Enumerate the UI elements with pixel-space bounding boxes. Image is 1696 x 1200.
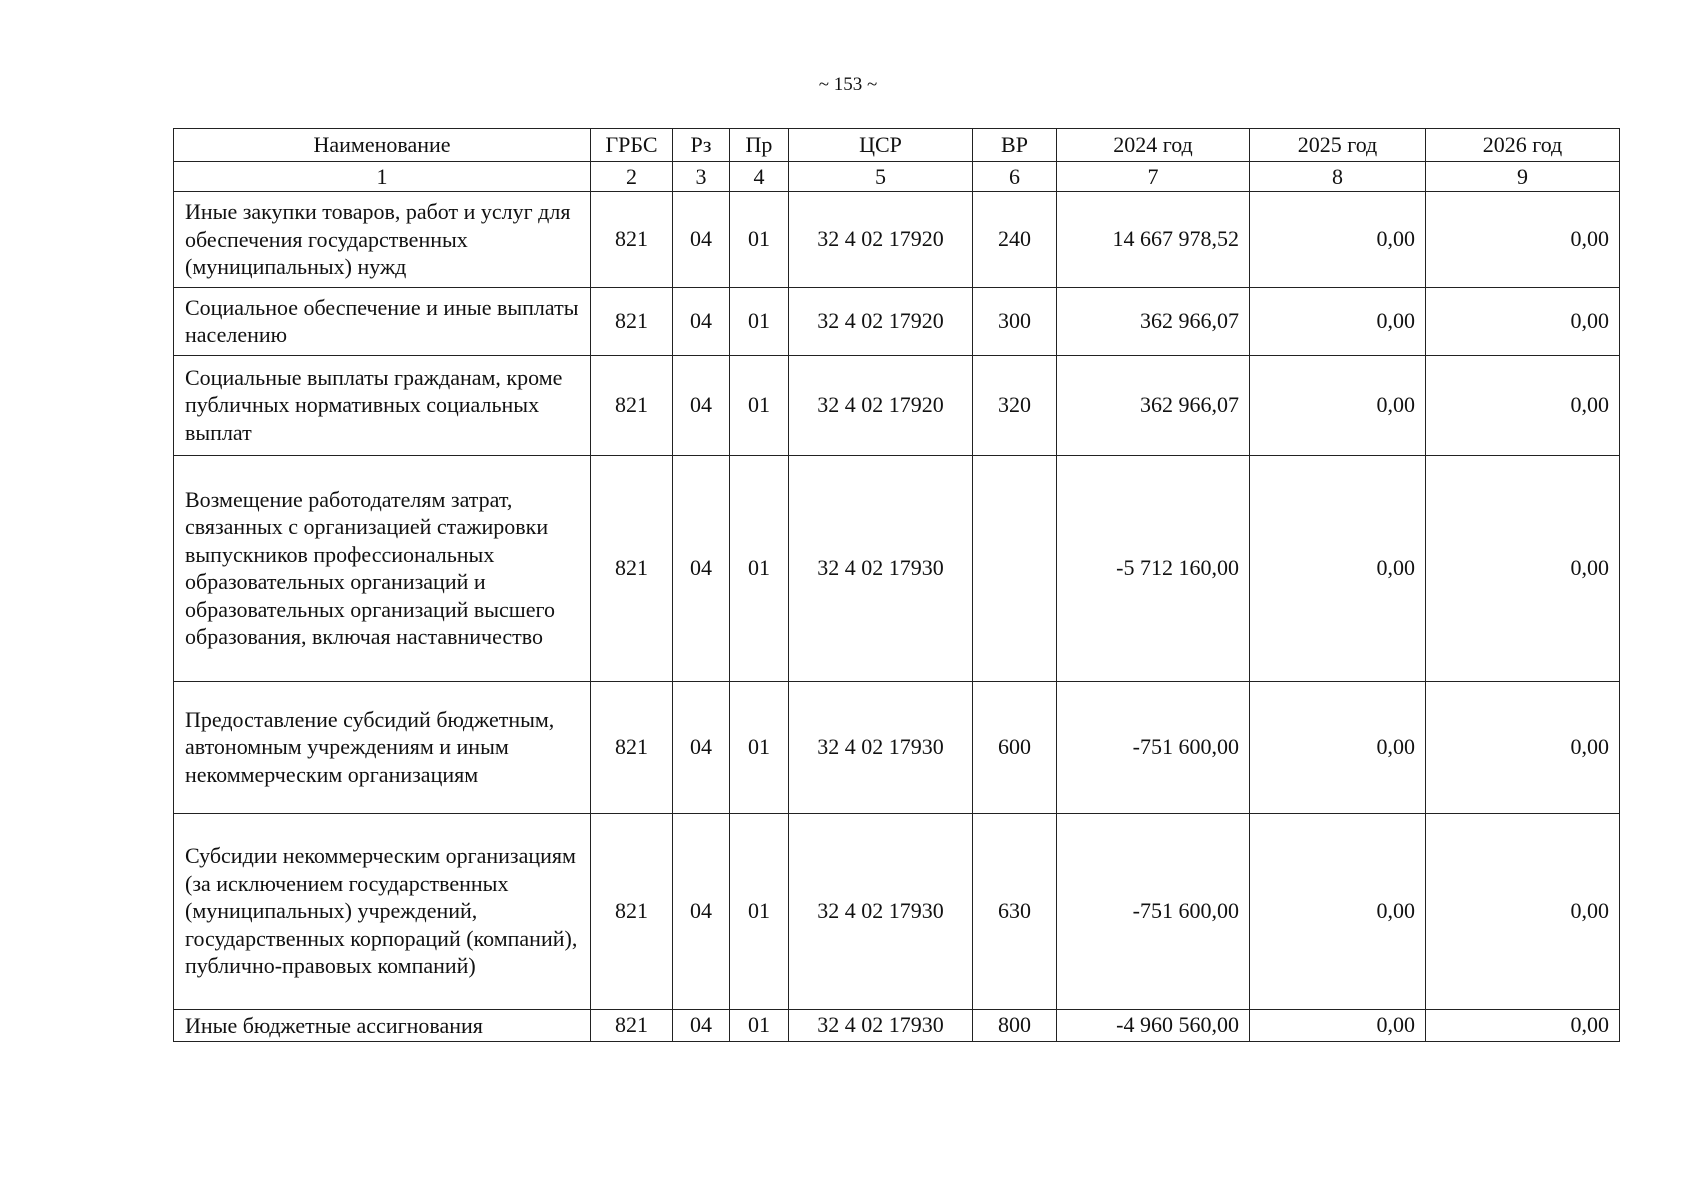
row-amount-2024: 14 667 978,52 <box>1057 192 1250 288</box>
row-vr: 800 <box>973 1009 1057 1042</box>
row-csr: 32 4 02 17930 <box>789 1009 973 1042</box>
row-grbs: 821 <box>591 813 673 1009</box>
row-amount-2026: 0,00 <box>1426 287 1620 355</box>
table-row <box>174 287 1620 355</box>
row-rz: 04 <box>673 813 730 1009</box>
table-row <box>174 681 1620 813</box>
column-number-row <box>174 162 1620 192</box>
header-2025: 2025 год <box>1250 129 1426 162</box>
row-amount-2024: 362 966,07 <box>1057 355 1250 455</box>
row-amount-2026: 0,00 <box>1426 681 1620 813</box>
row-name: Субсидии некоммерческим организациям (за исключением государственных (муниципальных) учреждений, государственных корпораций (компаний), публично-правовых компаний) <box>174 813 591 1009</box>
row-amount-2024: 362 966,07 <box>1057 287 1250 355</box>
row-pr: 01 <box>730 681 789 813</box>
row-amount-2025: 0,00 <box>1250 287 1426 355</box>
row-csr: 32 4 02 17930 <box>789 455 973 681</box>
row-vr <box>973 455 1057 681</box>
row-amount-2024: -4 960 560,00 <box>1057 1009 1250 1042</box>
row-grbs: 821 <box>591 455 673 681</box>
column-number: 2 <box>591 162 673 192</box>
row-amount-2026: 0,00 <box>1426 1009 1620 1042</box>
header-rz: Рз <box>673 129 730 162</box>
header-2026: 2026 год <box>1426 129 1620 162</box>
row-name: Иные бюджетные ассигнования <box>174 1009 591 1042</box>
row-vr: 630 <box>973 813 1057 1009</box>
row-vr: 240 <box>973 192 1057 288</box>
column-number: 1 <box>174 162 591 192</box>
row-csr: 32 4 02 17920 <box>789 192 973 288</box>
row-vr: 600 <box>973 681 1057 813</box>
row-pr: 01 <box>730 287 789 355</box>
row-name: Возмещение работодателям затрат, связанных с организацией стажировки выпускников профессиональных образовательных организаций и образовательных организаций высшего образования, включая наставничество <box>174 455 591 681</box>
row-pr: 01 <box>730 1009 789 1042</box>
column-number: 6 <box>973 162 1057 192</box>
row-pr: 01 <box>730 455 789 681</box>
row-grbs: 821 <box>591 681 673 813</box>
row-name: Предоставление субсидий бюджетным, автономным учреждениям и иным некоммерческим организациям <box>174 681 591 813</box>
table-row <box>174 355 1620 455</box>
table-row <box>174 813 1620 1009</box>
row-vr: 300 <box>973 287 1057 355</box>
row-csr: 32 4 02 17920 <box>789 355 973 455</box>
row-csr: 32 4 02 17930 <box>789 681 973 813</box>
page-number: ~ 153 ~ <box>818 74 878 95</box>
row-csr: 32 4 02 17920 <box>789 287 973 355</box>
column-number: 4 <box>730 162 789 192</box>
row-rz: 04 <box>673 681 730 813</box>
row-amount-2025: 0,00 <box>1250 355 1426 455</box>
row-grbs: 821 <box>591 355 673 455</box>
header-pr: Пр <box>730 129 789 162</box>
row-amount-2026: 0,00 <box>1426 355 1620 455</box>
row-amount-2026: 0,00 <box>1426 192 1620 288</box>
header-csr: ЦСР <box>789 129 973 162</box>
row-rz: 04 <box>673 192 730 288</box>
row-amount-2024: -751 600,00 <box>1057 681 1250 813</box>
row-rz: 04 <box>673 455 730 681</box>
table-row <box>174 192 1620 288</box>
row-amount-2026: 0,00 <box>1426 455 1620 681</box>
column-number: 8 <box>1250 162 1426 192</box>
row-amount-2025: 0,00 <box>1250 192 1426 288</box>
row-rz: 04 <box>673 287 730 355</box>
row-amount-2025: 0,00 <box>1250 1009 1426 1042</box>
row-grbs: 821 <box>591 1009 673 1042</box>
header-grbs: ГРБС <box>591 129 673 162</box>
table-row <box>174 1009 1620 1042</box>
row-csr: 32 4 02 17930 <box>789 813 973 1009</box>
row-vr: 320 <box>973 355 1057 455</box>
row-amount-2024: -751 600,00 <box>1057 813 1250 1009</box>
row-pr: 01 <box>730 813 789 1009</box>
column-number: 5 <box>789 162 973 192</box>
header-vr: ВР <box>973 129 1057 162</box>
row-pr: 01 <box>730 355 789 455</box>
row-name: Социальные выплаты гражданам, кроме публичных нормативных социальных выплат <box>174 355 591 455</box>
budget-table <box>173 128 1620 1042</box>
header-name: Наименование <box>174 129 591 162</box>
column-number: 3 <box>673 162 730 192</box>
row-grbs: 821 <box>591 287 673 355</box>
row-grbs: 821 <box>591 192 673 288</box>
header-2024: 2024 год <box>1057 129 1250 162</box>
row-name: Иные закупки товаров, работ и услуг для обеспечения государственных (муниципальных) нужд <box>174 192 591 288</box>
column-number: 9 <box>1426 162 1620 192</box>
row-amount-2024: -5 712 160,00 <box>1057 455 1250 681</box>
row-amount-2025: 0,00 <box>1250 681 1426 813</box>
column-number: 7 <box>1057 162 1250 192</box>
row-pr: 01 <box>730 192 789 288</box>
row-rz: 04 <box>673 1009 730 1042</box>
header-row <box>174 129 1620 162</box>
table-row <box>174 455 1620 681</box>
row-amount-2026: 0,00 <box>1426 813 1620 1009</box>
row-name: Социальное обеспечение и иные выплаты населению <box>174 287 591 355</box>
row-amount-2025: 0,00 <box>1250 455 1426 681</box>
row-rz: 04 <box>673 355 730 455</box>
row-amount-2025: 0,00 <box>1250 813 1426 1009</box>
